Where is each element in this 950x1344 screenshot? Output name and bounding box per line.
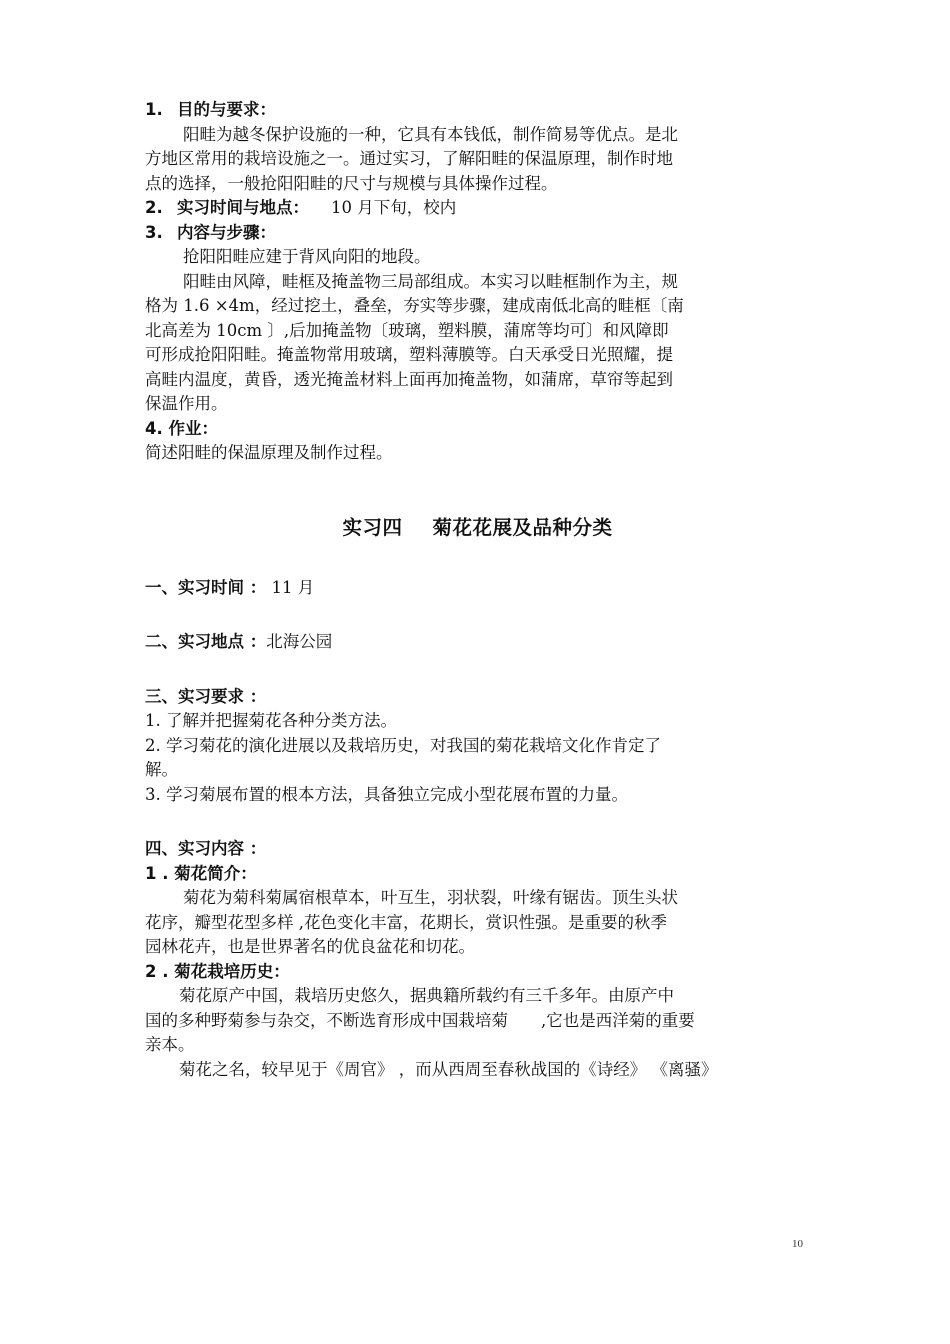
- heading-practice-content: 四、实习内容 ：: [145, 839, 267, 858]
- paragraph-line: 国的多种野菊参与杂交，不断选育形成中国栽培菊 ,它也是西洋菊的重要: [145, 1010, 695, 1030]
- heading-time-place: 2. 实习时间与地点： 10 月下旬，校内: [145, 198, 457, 217]
- list-item: 解。: [145, 760, 178, 779]
- paragraph-line: 可形成抢阳阳畦。掩盖物常用玻璃，塑料薄膜等。白天承受日光照耀，提: [145, 345, 673, 364]
- paragraph-line: 园林花卉，也是世界著名的优良盆花和切花。: [145, 937, 475, 956]
- heading-practice-requirements: 三、实习要求 ：: [145, 686, 267, 706]
- subheading-introduction: 1 . 菊花简介：: [145, 863, 257, 883]
- paragraph-line: 保温作用。: [145, 394, 228, 413]
- paragraph-line: 菊花之名，较早见于《周官》 ，而从西周至春秋战国的《诗经》 《离骚》: [179, 1059, 718, 1079]
- paragraph-line: 阳畦为越冬保护设施的一种，它具有本钱低，制作简易等优点。是北: [183, 124, 678, 144]
- list-item: 2. 学习菊花的演化进展以及栽培历史，对我国的菊花栽培文化作肯定了: [145, 735, 661, 755]
- paragraph-line: 亲本。: [145, 1035, 195, 1054]
- section-title: 实习四 菊花花展及品种分类: [342, 515, 613, 539]
- paragraph-line: 高畦内温度，黄昏，透光掩盖材料上面再加掩盖物，如蒲席，草帘等起到: [145, 369, 673, 389]
- paragraph-line: 方地区常用的栽培设施之一。通过实习，了解阳畦的保温原理，制作时地: [145, 149, 673, 168]
- subheading-history: 2 . 菊花栽培历史：: [145, 961, 290, 981]
- paragraph-line: 花序，瓣型花型多样 ,花色变化丰富，花期长，赏识性强。是重要的秋季: [145, 912, 667, 932]
- paragraph-line: 菊花为菊科菊属宿根草本，叶互生，羽状裂，叶缘有锯齿。顶生头状: [183, 888, 678, 907]
- document-page: [145, 98, 810, 1082]
- heading-purpose: 1. 目的与要求：: [145, 100, 276, 119]
- heading-practice-place: 二、实习地点 ：北海公园: [145, 632, 333, 651]
- paragraph-line: 北高差为 10cm 〕,后加掩盖物〔玻璃，塑料膜，蒲席等均可〕和风障即: [145, 320, 669, 340]
- paragraph-line: 简述阳畦的保温原理及制作过程。: [145, 443, 393, 462]
- page-number: 10: [792, 1238, 803, 1250]
- paragraph-line: 菊花原产中国，栽培历史悠久，据典籍所载约有三千多年。由原产中: [179, 986, 674, 1005]
- paragraph-line: 点的选择，一般抢阳阳畦的尺寸与规模与具体操作过程。: [145, 173, 558, 193]
- heading-homework: 4. 作业：: [145, 418, 218, 438]
- paragraph-line: 抢阳阳畦应建于背风向阳的地段。: [183, 247, 431, 266]
- paragraph-line: 阳畦由风障，畦框及掩盖物三局部组成。本实习以畦框制作为主，规: [183, 271, 678, 291]
- paragraph-line: 格为 1.6 ×4m，经过挖土，叠垒，夯实等步骤，建成南低北高的畦框〔南: [145, 296, 684, 315]
- list-item: 1. 了解并把握菊花各种分类方法。: [145, 711, 397, 730]
- heading-content-steps: 3. 内容与步骤：: [145, 222, 276, 242]
- list-item: 3. 学习菊展布置的根本方法，具备独立完成小型花展布置的力量。: [145, 784, 628, 804]
- heading-practice-time: 一、实习时间 ： 11 月: [145, 577, 315, 597]
